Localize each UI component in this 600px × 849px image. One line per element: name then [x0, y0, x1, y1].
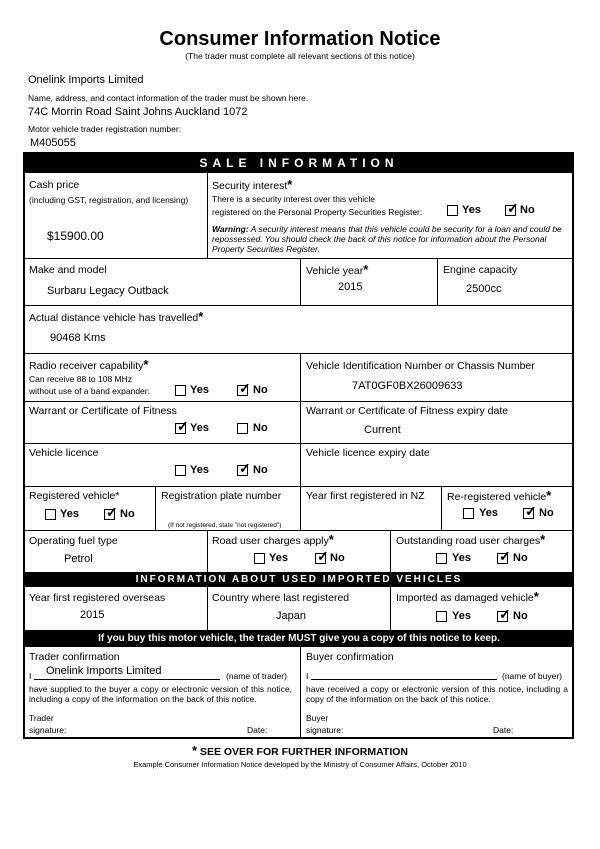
cash-price-value: $15900.00 [47, 229, 104, 243]
trader-confirmation-heading: Trader confirmation [29, 651, 120, 663]
year-overseas-label: Year first registered overseas [29, 592, 166, 604]
page-title: Consumer Information Notice [159, 28, 441, 50]
wof-no-checkbox[interactable] [237, 423, 248, 434]
distance-value: 90468 Kms [50, 332, 106, 344]
outstanding-yes-label: Yes [452, 552, 471, 564]
imported-vehicles-heading: INFORMATION ABOUT USED IMPORTED VEHICLES [24, 572, 574, 587]
radio-yes-label: Yes [190, 384, 209, 396]
divider [390, 530, 391, 572]
ruc-yes-checkbox[interactable] [254, 553, 265, 564]
licence-yes-checkbox[interactable] [175, 465, 186, 476]
buyer-i: I [306, 671, 309, 681]
radio-yes-checkbox[interactable] [175, 385, 186, 396]
tick-icon: ✓ [239, 380, 251, 396]
reregistered-no-label: No [539, 507, 554, 519]
trader-confirmation-name: Onelink Imports Limited [46, 665, 162, 677]
security-yes-label: Yes [462, 204, 481, 216]
vin-value: 7AT0GF0BX26009633 [352, 380, 463, 392]
security-yes-checkbox[interactable] [447, 205, 458, 216]
damaged-label: Imported as damaged vehicle* [396, 589, 539, 604]
year-overseas-value: 2015 [80, 609, 105, 621]
trader-info-label: Name, address, and contact information of the trader must be shown here. [28, 93, 309, 103]
tick-icon: ✓ [106, 504, 118, 520]
divider [24, 353, 574, 354]
divider [207, 530, 208, 572]
ruc-label: Road user charges apply* [212, 532, 334, 547]
registration-label: Motor vehicle trader registration number: [28, 124, 182, 134]
trader-sig-label-1: Trader [29, 713, 54, 723]
security-no-label: No [520, 204, 535, 216]
buyer-sig-label-2: signature: [306, 725, 344, 735]
outstanding-no-label: No [513, 552, 528, 564]
ruc-no-label: No [330, 552, 345, 564]
buyer-confirmation-heading: Buyer confirmation [306, 651, 394, 663]
country-label: Country where last registered [212, 592, 350, 604]
country-value: Japan [276, 610, 306, 622]
tick-icon: ✓ [499, 548, 511, 564]
engine-capacity-label: Engine capacity [443, 264, 518, 276]
registration-number: M405055 [30, 137, 76, 149]
security-desc-2: registered on the Personal Property Securities Register: [212, 207, 423, 217]
wof-no-label: No [253, 422, 268, 434]
first-registered-label: Year first registered in NZ [306, 490, 425, 502]
wof-expiry-value: Current [364, 424, 401, 436]
tick-icon: ✓ [525, 503, 537, 519]
ruc-yes-label: Yes [269, 552, 288, 564]
divider [24, 530, 574, 531]
reregistered-label: Re-registered vehicle* [447, 488, 552, 503]
buyer-confirmation-text: have received a copy or electronic version of this notice, including a copy of the information on the back of this notice. [306, 684, 568, 704]
plate-note: (If not registered, state "not registered") [168, 522, 282, 529]
outstanding-yes-checkbox[interactable] [436, 553, 447, 564]
sale-information-heading: SALE INFORMATION [24, 153, 574, 173]
divider [155, 486, 156, 530]
divider [207, 173, 208, 258]
radio-desc-1: Can receive 88 to 108 MHz [29, 374, 132, 384]
name-line [34, 679, 220, 680]
divider [300, 647, 301, 738]
divider [300, 486, 301, 530]
divider [24, 258, 574, 259]
reregistered-yes-checkbox[interactable] [463, 508, 474, 519]
make-model-value: Surbaru Legacy Outback [47, 285, 169, 297]
trader-i: I [29, 671, 32, 681]
buyer-sig-label-1: Buyer [306, 713, 329, 723]
vehicle-year-value: 2015 [338, 281, 363, 293]
make-model-label: Make and model [29, 264, 107, 276]
trader-sig-label-2: signature: [29, 725, 67, 735]
plate-label: Registration plate number [161, 490, 282, 502]
tick-icon: ✓ [499, 606, 511, 622]
reregistered-no-checkbox[interactable] [523, 503, 537, 519]
licence-no-checkbox[interactable] [237, 460, 251, 476]
divider [207, 587, 208, 630]
divider [441, 486, 442, 530]
tick-icon: ✓ [507, 200, 519, 216]
damaged-yes-label: Yes [452, 610, 471, 622]
licence-label: Vehicle licence [29, 447, 99, 459]
wof-yes-checkbox[interactable] [175, 418, 189, 434]
radio-no-label: No [253, 384, 268, 396]
damaged-yes-checkbox[interactable] [436, 611, 447, 622]
page-subtitle: (The trader must complete all relevant sections of this notice) [185, 51, 415, 61]
licence-no-label: No [253, 464, 268, 476]
vehicle-year-label: Vehicle year* [306, 262, 369, 277]
divider [24, 401, 574, 402]
fuel-value: Petrol [64, 553, 93, 565]
buyer-name-caption: (name of buyer) [502, 671, 562, 681]
name-line [311, 679, 497, 680]
tick-icon: ✓ [317, 548, 329, 564]
trader-name: Onelink Imports Limited [28, 74, 144, 86]
registered-no-checkbox[interactable] [104, 504, 118, 520]
ruc-no-checkbox[interactable] [315, 548, 329, 564]
reregistered-yes-label: Yes [479, 507, 498, 519]
divider [24, 443, 574, 444]
divider [390, 587, 391, 630]
divider [300, 258, 301, 305]
tick-icon: ✓ [239, 460, 251, 476]
damaged-no-label: No [513, 610, 528, 622]
radio-desc-2: without use of a band expander: [29, 386, 150, 396]
trader-date-label: Date: [247, 725, 268, 735]
distance-label: Actual distance vehicle has travelled* [29, 309, 204, 324]
registered-yes-checkbox[interactable] [45, 509, 56, 520]
cash-price-note: (including GST, registration, and licensing) [29, 195, 189, 205]
trader-address: 74C Morrin Road Saint Johns Auckland 1072 [28, 106, 248, 118]
security-desc-1: There is a security interest over this vehicle [212, 194, 375, 204]
divider [300, 353, 301, 486]
fuel-label: Operating fuel type [29, 535, 118, 547]
wof-yes-label: Yes [190, 422, 209, 434]
cash-price-label: Cash price [29, 179, 80, 191]
divider [437, 258, 438, 305]
copy-notice-bar: If you buy this motor vehicle, the trader MUST give you a copy of this notice to keep. [24, 630, 574, 647]
credit-line: Example Consumer Information Notice developed by the Ministry of Consumer Affairs, October 2010 [133, 760, 467, 769]
security-warning: Warning: A security interest means that this vehicle could be security for a loan and could be repossessed. You should check the back of this notice for information about the Personal Property Securities Register. [212, 224, 562, 254]
registered-yes-label: Yes [60, 508, 79, 520]
outstanding-no-checkbox[interactable] [497, 548, 511, 564]
radio-no-checkbox[interactable] [237, 380, 251, 396]
trader-name-caption: (name of trader) [226, 671, 287, 681]
see-over-notice: * SEE OVER FOR FURTHER INFORMATION [191, 743, 409, 758]
engine-capacity-value: 2500cc [466, 283, 502, 295]
buyer-date-label: Date: [493, 725, 514, 735]
divider [24, 305, 574, 306]
divider [24, 486, 574, 487]
radio-label: Radio receiver capability* [29, 357, 149, 372]
outstanding-ruc-label: Outstanding road user charges* [396, 532, 546, 547]
licence-yes-label: Yes [190, 464, 209, 476]
registered-no-label: No [120, 508, 135, 520]
registered-label: Registered vehicle* [29, 490, 120, 502]
security-interest-label: Security interest* [212, 177, 293, 192]
trader-confirmation-text: have supplied to the buyer a copy or electronic version of this notice, including a copy of the information on the back of this notice. [29, 684, 292, 704]
vin-label: Vehicle Identification Number or Chassis Number [306, 360, 535, 372]
damaged-no-checkbox[interactable] [497, 606, 511, 622]
wof-expiry-label: Warrant or Certificate of Fitness expiry date [306, 405, 509, 417]
security-no-checkbox[interactable] [505, 200, 519, 216]
wof-label: Warrant or Certificate of Fitness [29, 405, 177, 417]
tick-icon: ✓ [177, 418, 189, 434]
licence-expiry-label: Vehicle licence expiry date [306, 447, 430, 459]
